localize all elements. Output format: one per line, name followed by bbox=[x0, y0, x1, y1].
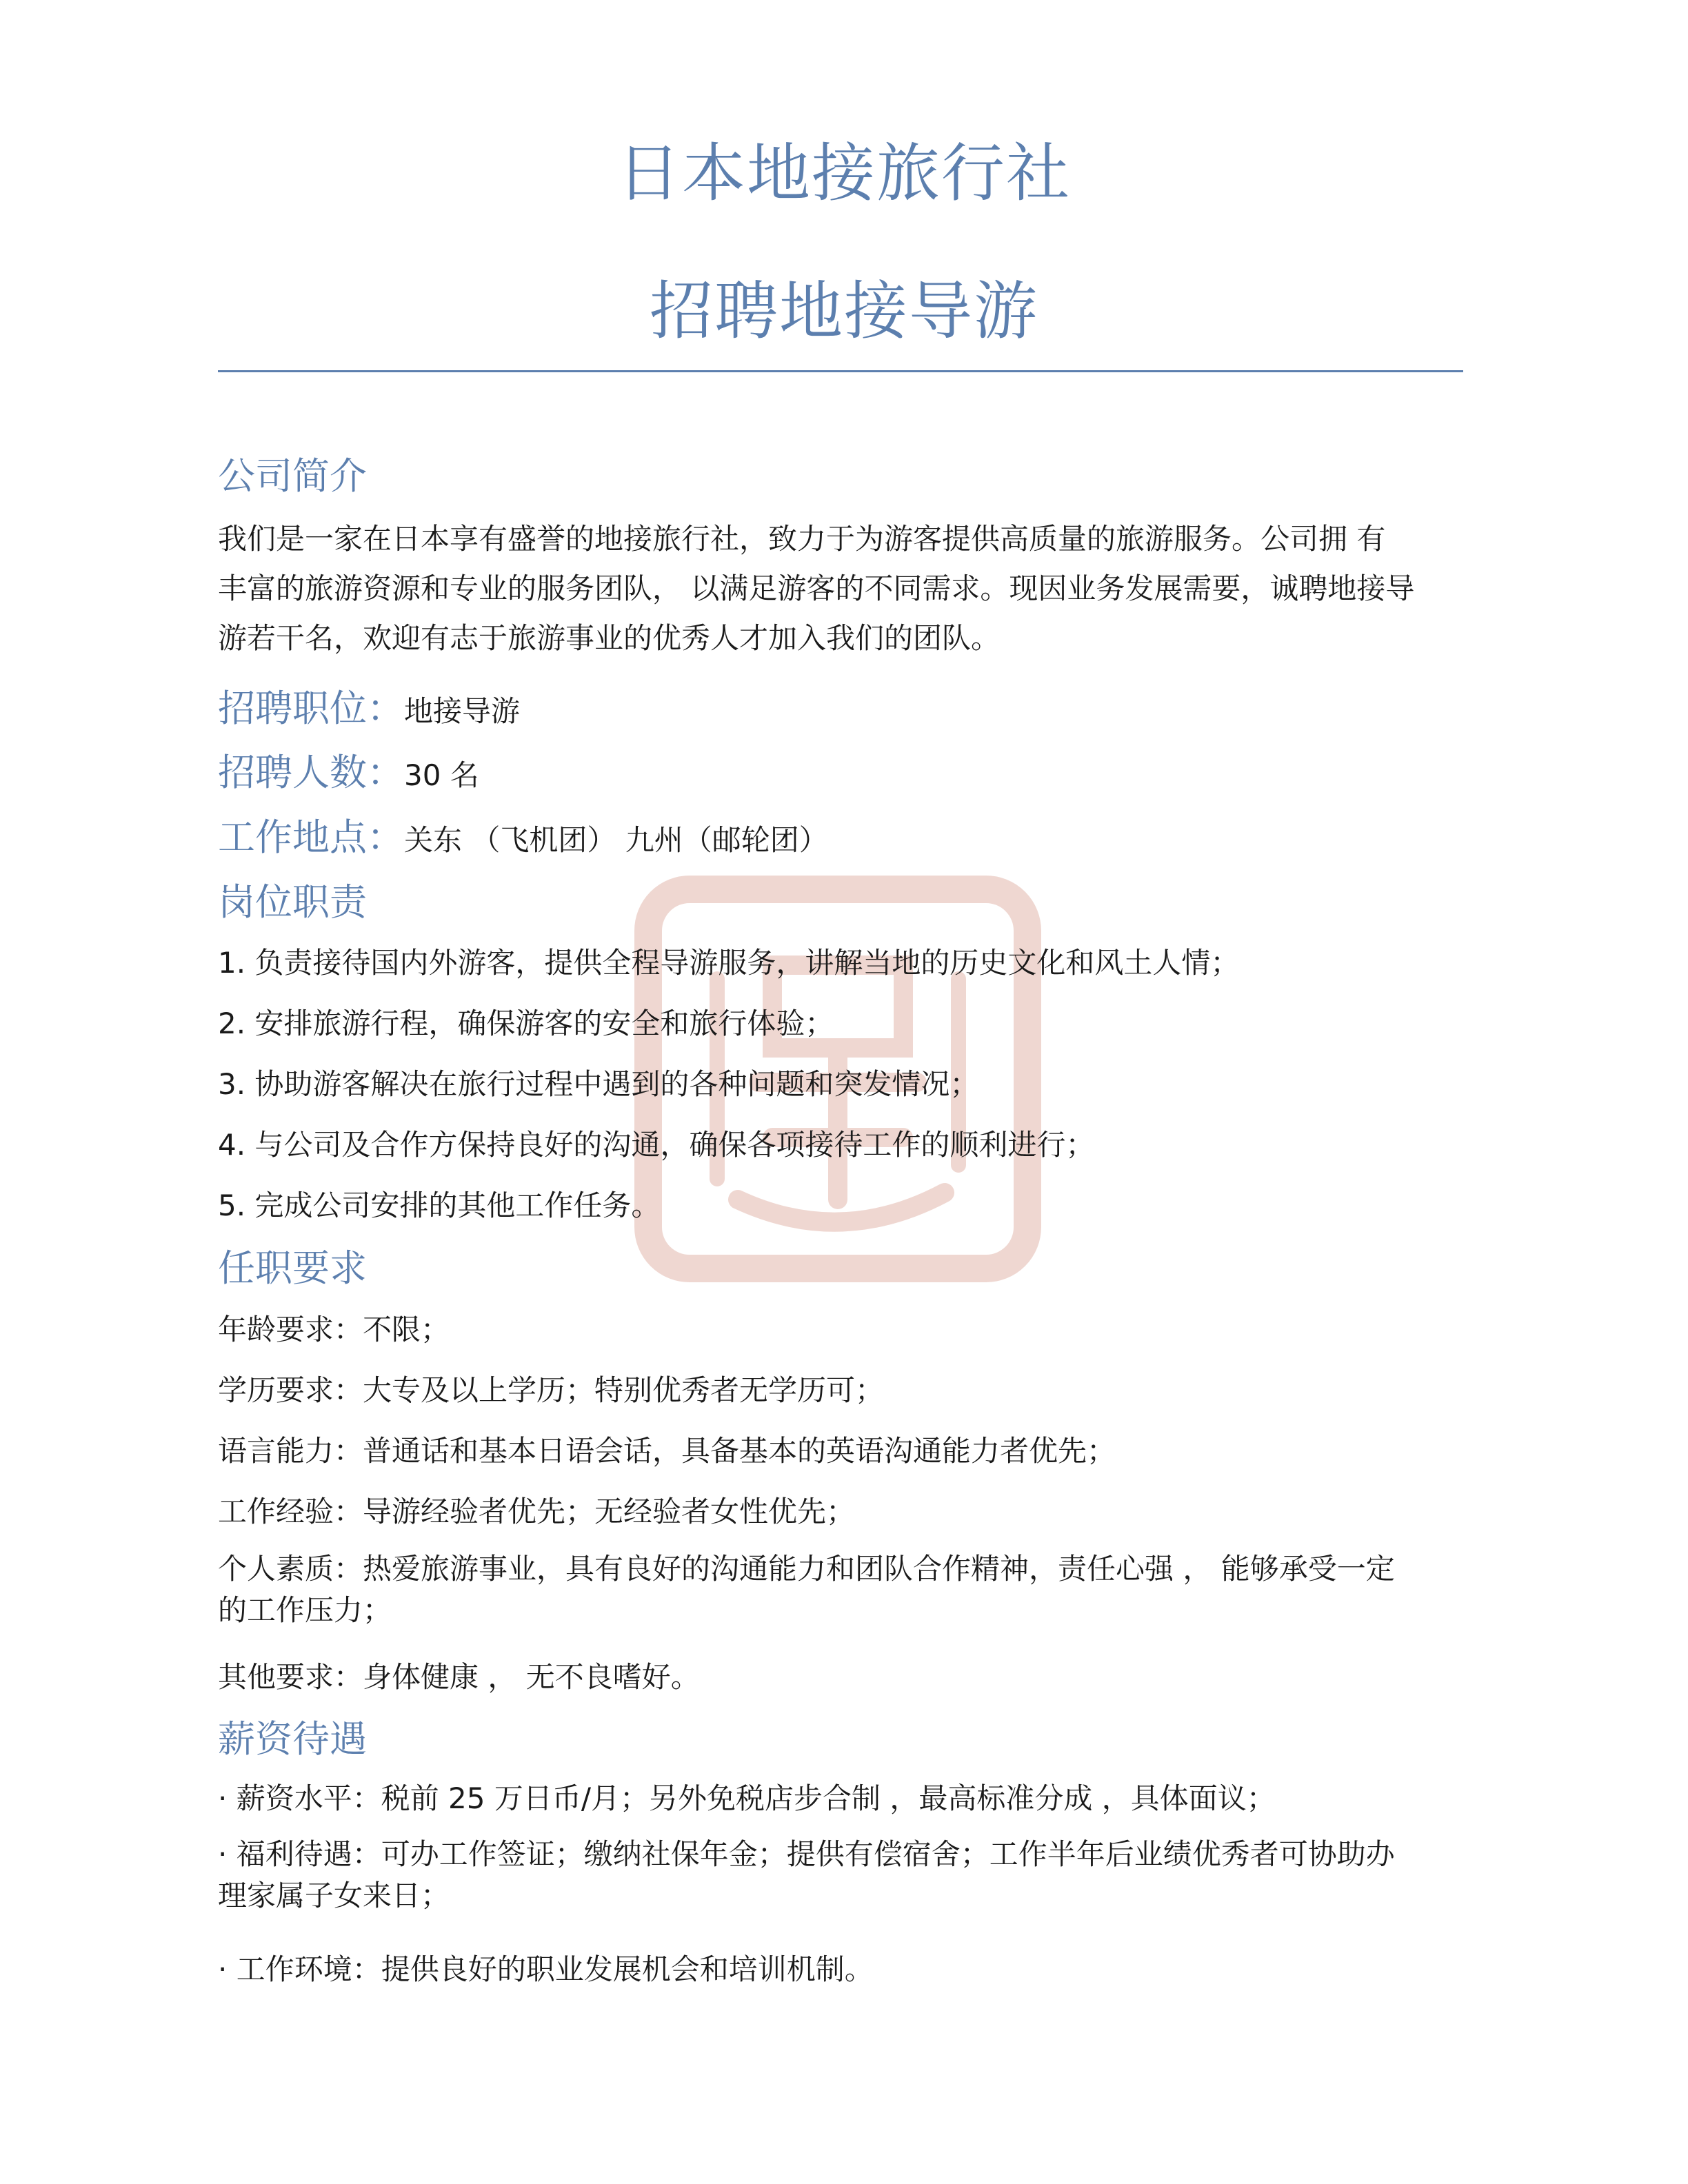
duty-item: 1. 负责接待国内外游客，提供全程导游服务，讲解当地的历史文化和风土人情； bbox=[218, 946, 1240, 980]
requirement-education: 学历要求：大专及以上学历；特别优秀者无学历可； bbox=[218, 1373, 885, 1407]
position-row bbox=[218, 679, 520, 732]
position-label: 招聘职位： bbox=[218, 687, 404, 730]
requirement-language: 语言能力：普通话和基本日语会话，具备基本的英语沟通能力者优先； bbox=[218, 1434, 1116, 1468]
salary-environment: · 工作环境：提供良好的职业发展机会和培训机制。 bbox=[218, 1952, 874, 1986]
salary-level: · 薪资水平：税前 25 万日币/月；另外免税店步合制 ，最高标准分成 ，具体面议； bbox=[218, 1781, 1276, 1815]
section-heading-duties: 岗位职责 bbox=[218, 880, 367, 924]
headcount-value: 30 名 bbox=[404, 758, 479, 792]
intro-paragraph bbox=[218, 514, 1463, 663]
location-value: 关东 （飞机团） 九州（邮轮团） bbox=[404, 823, 828, 857]
document-subtitle: 招聘地接导游 bbox=[649, 274, 1038, 348]
section-heading-requirements: 任职要求 bbox=[218, 1246, 367, 1290]
intro-line: 我们是一家在日本享有盛誉的地接旅行社，致力于为游客提供高质量的旅游服务。公司拥 有 bbox=[218, 522, 1386, 556]
section-heading-intro: 公司简介 bbox=[218, 454, 367, 498]
requirement-other: 其他要求：身体健康 ， 无不良嗜好。 bbox=[218, 1660, 700, 1694]
requirement-age: 年龄要求：不限； bbox=[218, 1313, 450, 1346]
section-heading-salary: 薪资待遇 bbox=[218, 1717, 367, 1761]
duty-item: 2. 安排旅游行程，确保游客的安全和旅行体验； bbox=[218, 1007, 834, 1040]
location-row bbox=[218, 808, 828, 861]
salary-welfare-line: 理家属子女来日； bbox=[218, 1879, 450, 1912]
salary-welfare-line: · 福利待遇：可办工作签证；缴纳社保年金；提供有偿宿舍；工作半年后业绩优秀者可协助办 bbox=[218, 1837, 1395, 1871]
position-value: 地接导游 bbox=[404, 694, 521, 728]
requirement-quality-line: 个人素质：热爱旅游事业，具有良好的沟通能力和团队合作精神，责任心强 ， 能够承受一定 bbox=[218, 1552, 1395, 1586]
title-divider bbox=[218, 370, 1463, 372]
duty-item: 4. 与公司及合作方保持良好的沟通，确保各项接待工作的顺利进行； bbox=[218, 1128, 1095, 1162]
requirement-quality-line: 的工作压力； bbox=[218, 1593, 392, 1627]
headcount-label: 招聘人数： bbox=[218, 751, 404, 794]
salary-welfare bbox=[218, 1830, 1463, 1921]
duty-item: 5. 完成公司安排的其他工作任务。 bbox=[218, 1189, 661, 1222]
document-title: 日本地接旅行社 bbox=[616, 136, 1071, 210]
intro-line: 游若干名，欢迎有志于旅游事业的优秀人才加入我们的团队。 bbox=[218, 621, 1001, 655]
duty-item: 3. 协助游客解决在旅行过程中遇到的各种问题和突发情况； bbox=[218, 1067, 979, 1101]
requirement-experience: 工作经验：导游经验者优先；无经验者女性优先； bbox=[218, 1495, 856, 1528]
intro-line: 丰富的旅游资源和专业的服务团队， 以满足游客的不同需求。现因业务发展需要，诚聘地接导 bbox=[218, 572, 1415, 605]
requirement-quality bbox=[218, 1544, 1463, 1635]
location-label: 工作地点： bbox=[218, 816, 404, 859]
headcount-row bbox=[218, 743, 479, 796]
